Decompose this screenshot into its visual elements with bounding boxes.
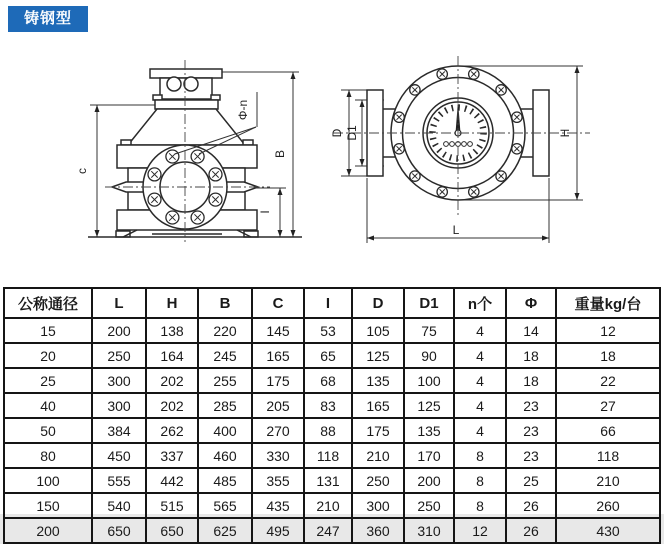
- table-cell: 88: [304, 418, 352, 443]
- table-cell: 170: [404, 443, 454, 468]
- table-cell: 23: [506, 418, 556, 443]
- table-cell: 8: [454, 468, 506, 493]
- table-row: [4, 518, 660, 543]
- table-cell: 165: [252, 343, 304, 368]
- table-cell: 210: [304, 493, 352, 518]
- table-cell: 270: [252, 418, 304, 443]
- table-cell: 8: [454, 443, 506, 468]
- table-cell: 22: [556, 368, 660, 393]
- table-cell: 50: [4, 418, 92, 443]
- table-cell: 384: [92, 418, 146, 443]
- table-cell: 330: [252, 443, 304, 468]
- table-cell: 138: [146, 318, 198, 343]
- table-cell: 12: [454, 518, 506, 543]
- column-header: L: [92, 288, 146, 318]
- table-cell: 485: [198, 468, 252, 493]
- table-cell: 18: [556, 343, 660, 368]
- spec-table-body: [4, 318, 660, 543]
- column-header: 公称通径: [4, 288, 92, 318]
- dim-label-b: B: [273, 149, 287, 159]
- table-cell: 250: [352, 468, 404, 493]
- table-row: [4, 493, 660, 518]
- table-cell: 131: [304, 468, 352, 493]
- table-cell: 118: [304, 443, 352, 468]
- column-header: D1: [404, 288, 454, 318]
- table-row: [4, 468, 660, 493]
- table-cell: 4: [454, 393, 506, 418]
- table-cell: 260: [556, 493, 660, 518]
- table-cell: 18: [506, 343, 556, 368]
- table-cell: 150: [4, 493, 92, 518]
- table-cell: 125: [404, 393, 454, 418]
- table-cell: 18: [506, 368, 556, 393]
- table-cell: 247: [304, 518, 352, 543]
- table-cell: 27: [556, 393, 660, 418]
- table-cell: 20: [4, 343, 92, 368]
- spec-table-wrap: [3, 287, 661, 544]
- table-cell: 40: [4, 393, 92, 418]
- table-cell: 165: [352, 393, 404, 418]
- table-cell: 200: [404, 468, 454, 493]
- table-cell: 435: [252, 493, 304, 518]
- table-cell: 515: [146, 493, 198, 518]
- spec-table: [3, 287, 661, 544]
- table-cell: 4: [454, 418, 506, 443]
- table-cell: 337: [146, 443, 198, 468]
- table-cell: 4: [454, 343, 506, 368]
- table-cell: 300: [352, 493, 404, 518]
- column-header: C: [252, 288, 304, 318]
- table-cell: 565: [198, 493, 252, 518]
- dim-label-phi-n: Φ-n: [236, 99, 250, 121]
- table-row: [4, 418, 660, 443]
- table-cell: 75: [404, 318, 454, 343]
- table-cell: 202: [146, 393, 198, 418]
- table-cell: 12: [556, 318, 660, 343]
- table-cell: 26: [506, 518, 556, 543]
- table-cell: 300: [92, 393, 146, 418]
- table-cell: 8: [454, 493, 506, 518]
- table-cell: 450: [92, 443, 146, 468]
- table-cell: 175: [352, 418, 404, 443]
- table-cell: 220: [198, 318, 252, 343]
- dim-label-d: D: [330, 128, 344, 138]
- table-cell: 430: [556, 518, 660, 543]
- table-cell: 205: [252, 393, 304, 418]
- table-row: [4, 343, 660, 368]
- table-cell: 175: [252, 368, 304, 393]
- table-cell: 164: [146, 343, 198, 368]
- column-header: B: [198, 288, 252, 318]
- table-row: [4, 368, 660, 393]
- side-view-drawing: [330, 56, 590, 243]
- table-cell: 80: [4, 443, 92, 468]
- table-cell: 68: [304, 368, 352, 393]
- table-cell: 540: [92, 493, 146, 518]
- table-cell: 14: [506, 318, 556, 343]
- table-cell: 250: [404, 493, 454, 518]
- table-cell: 255: [198, 368, 252, 393]
- dim-label-i: I: [258, 210, 272, 214]
- table-cell: 105: [352, 318, 404, 343]
- table-cell: 555: [92, 468, 146, 493]
- table-cell: 495: [252, 518, 304, 543]
- title-badge: 铸钢型: [8, 6, 88, 32]
- table-cell: 23: [506, 443, 556, 468]
- table-row: [4, 393, 660, 418]
- table-cell: 135: [404, 418, 454, 443]
- table-cell: 90: [404, 343, 454, 368]
- table-cell: 650: [146, 518, 198, 543]
- table-cell: 15: [4, 318, 92, 343]
- table-cell: 83: [304, 393, 352, 418]
- table-row: [4, 443, 660, 468]
- table-cell: 66: [556, 418, 660, 443]
- table-cell: 23: [506, 393, 556, 418]
- technical-drawing: [0, 36, 664, 284]
- table-cell: 25: [506, 468, 556, 493]
- table-cell: 442: [146, 468, 198, 493]
- table-cell: 4: [454, 318, 506, 343]
- table-cell: 310: [404, 518, 454, 543]
- table-cell: 135: [352, 368, 404, 393]
- table-cell: 65: [304, 343, 352, 368]
- column-header: D: [352, 288, 404, 318]
- table-cell: 650: [92, 518, 146, 543]
- table-cell: 300: [92, 368, 146, 393]
- table-cell: 125: [352, 343, 404, 368]
- spec-table-head-row: [4, 288, 660, 318]
- table-cell: 262: [146, 418, 198, 443]
- table-cell: 460: [198, 443, 252, 468]
- table-cell: 202: [146, 368, 198, 393]
- table-cell: 285: [198, 393, 252, 418]
- table-cell: 118: [556, 443, 660, 468]
- table-cell: 625: [198, 518, 252, 543]
- table-cell: 100: [4, 468, 92, 493]
- column-header: H: [146, 288, 198, 318]
- table-row: [4, 318, 660, 343]
- dim-label-c: c: [75, 168, 89, 174]
- table-cell: 100: [404, 368, 454, 393]
- table-cell: 210: [556, 468, 660, 493]
- column-header: n个: [454, 288, 506, 318]
- table-cell: 53: [304, 318, 352, 343]
- dim-label-l: L: [452, 223, 460, 237]
- column-header: Φ: [506, 288, 556, 318]
- table-cell: 360: [352, 518, 404, 543]
- table-cell: 210: [352, 443, 404, 468]
- table-cell: 4: [454, 368, 506, 393]
- table-cell: 245: [198, 343, 252, 368]
- table-cell: 200: [92, 318, 146, 343]
- table-cell: 200: [4, 518, 92, 543]
- table-cell: 400: [198, 418, 252, 443]
- column-header: 重量kg/台: [556, 288, 660, 318]
- table-cell: 25: [4, 368, 92, 393]
- table-cell: 250: [92, 343, 146, 368]
- front-view-drawing: [75, 60, 302, 242]
- table-cell: 355: [252, 468, 304, 493]
- column-header: I: [304, 288, 352, 318]
- table-cell: 145: [252, 318, 304, 343]
- dim-label-h: H: [558, 128, 572, 138]
- table-cell: 26: [506, 493, 556, 518]
- dim-label-d1: D1: [345, 125, 359, 141]
